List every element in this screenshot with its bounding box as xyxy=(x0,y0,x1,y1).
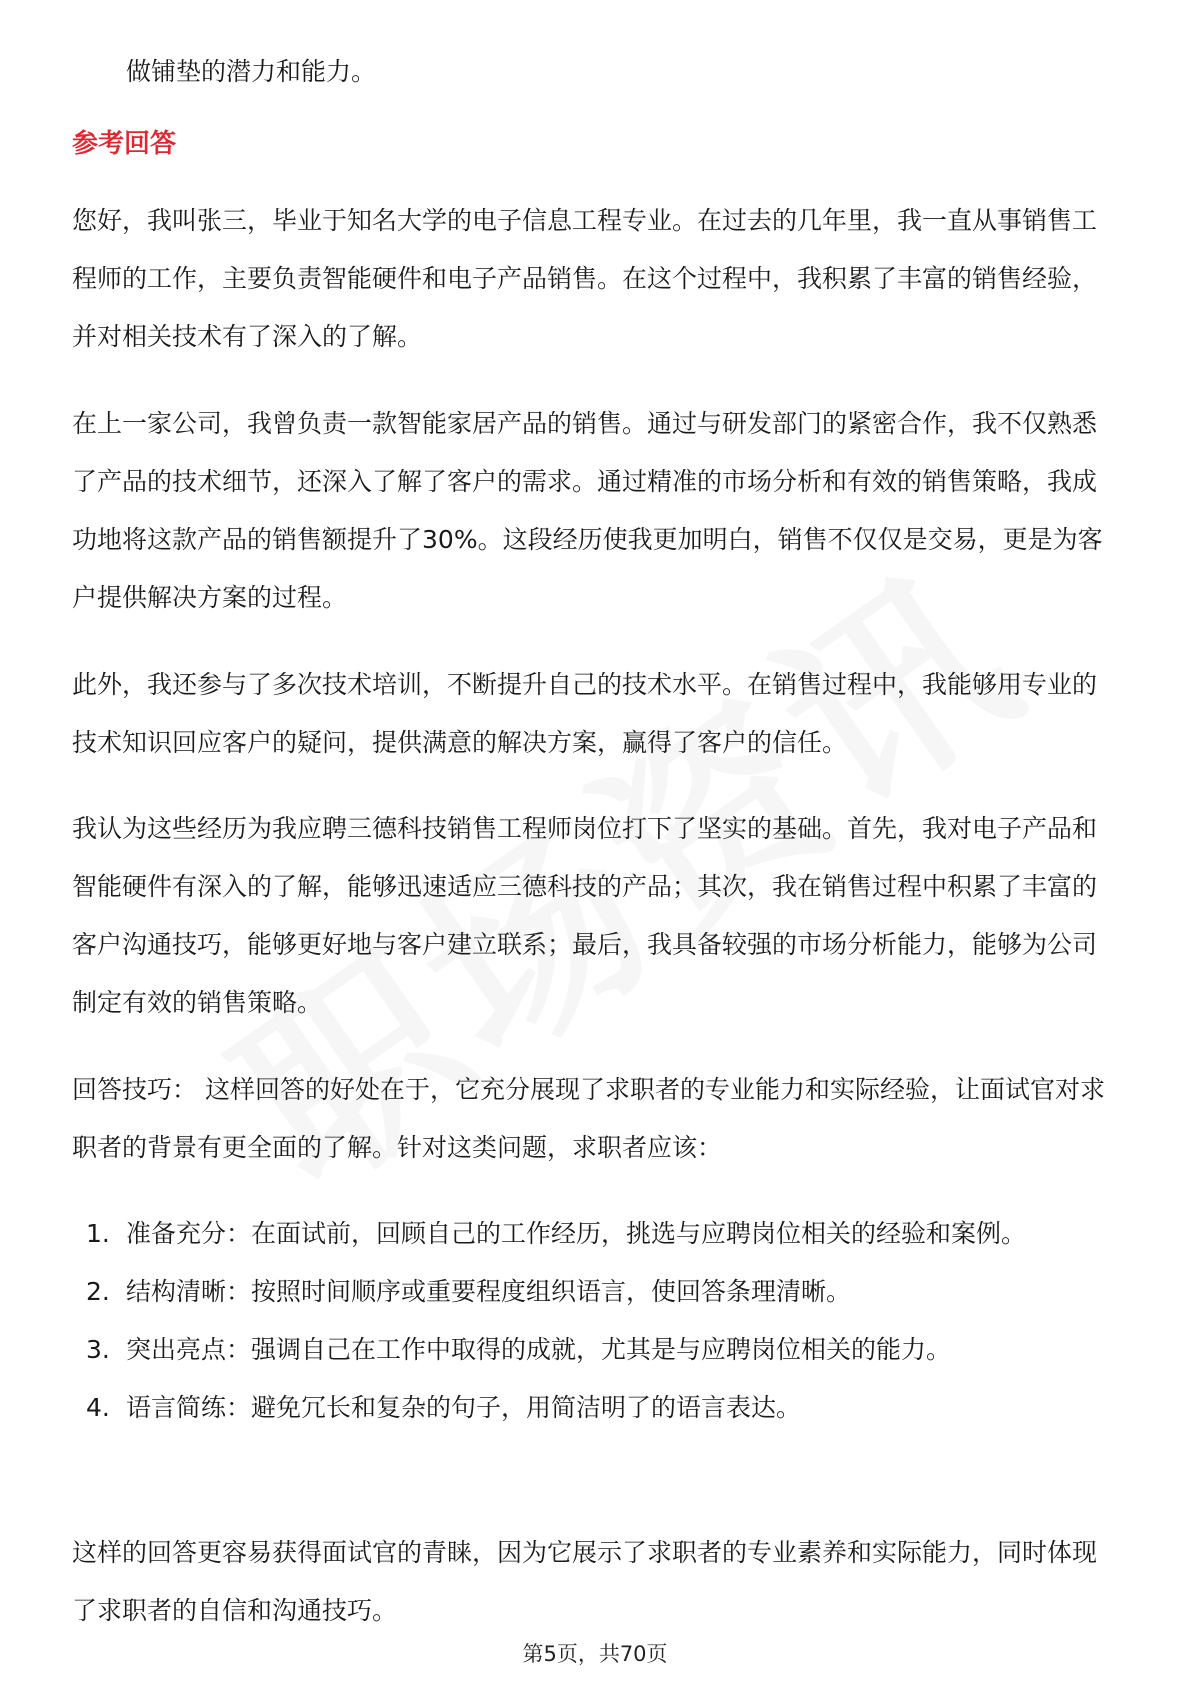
carry-over-line: 做铺垫的潜力和能力。 xyxy=(126,57,377,86)
list-number: 1. xyxy=(86,1219,110,1248)
list-item-text: 准备充分：在面试前，回顾自己的工作经历，挑选与应聘岗位相关的经验和案例。 xyxy=(126,1219,1027,1248)
paragraph-intro: 您好，我叫张三，毕业于知名大学的电子信息工程专业。在过去的几年里，我一直从事销售工程师的工作，主要负责智能硬件和电子产品销售。在这个过程中，我积累了丰富的销售经验，并对相关技术有了深入的了解。 xyxy=(72,206,1098,351)
list-number: 3. xyxy=(86,1335,110,1364)
list-item xyxy=(72,1263,1118,1321)
paragraph-foundation: 我认为这些经历为我应聘三德科技销售工程师岗位打下了坚实的基础。首先，我对电子产品和智能硬件有深入的了解，能够迅速适应三德科技的产品；其次，我在销售过程中积累了丰富的客户沟通技巧，能够更好地与客户建立联系；最后，我具备较强的市场分析能力，能够为公司制定有效的销售策略。 xyxy=(72,814,1098,1017)
list-item xyxy=(72,1205,1118,1263)
list-number: 2. xyxy=(86,1277,110,1306)
tips-list xyxy=(72,1205,1118,1437)
list-item xyxy=(72,1321,1118,1379)
paragraph-training: 此外，我还参与了多次技术培训，不断提升自己的技术水平。在销售过程中，我能够用专业的技术知识回应客户的疑问，提供满意的解决方案，赢得了客户的信任。 xyxy=(72,670,1098,757)
closing-paragraph: 这样的回答更容易获得面试官的青睐，因为它展示了求职者的专业素养和实际能力，同时体现了求职者的自信和沟通技巧。 xyxy=(72,1538,1098,1625)
list-item-text: 突出亮点：强调自己在工作中取得的成就，尤其是与应聘岗位相关的能力。 xyxy=(126,1335,952,1364)
list-item-text: 语言简练：避免冗长和复杂的句子，用简洁明了的语言表达。 xyxy=(126,1393,802,1422)
paragraph-experience: 在上一家公司，我曾负责一款智能家居产品的销售。通过与研发部门的紧密合作，我不仅熟悉了产品的技术细节，还深入了解了客户的需求。通过精准的市场分析和有效的销售策略，我成功地将这款产品的销售额提升了30%。这段经历使我更加明白，销售不仅仅是交易，更是为客户提供解决方案的过程。 xyxy=(72,409,1103,612)
list-item-text: 结构清晰：按照时间顺序或重要程度组织语言，使回答条理清晰。 xyxy=(126,1277,852,1306)
list-number: 4. xyxy=(86,1393,110,1422)
section-heading: 参考回答 xyxy=(72,129,177,159)
page-indicator: 第5页，共70页 xyxy=(522,1642,668,1666)
list-item xyxy=(72,1379,1118,1437)
paragraph-answer-tips: 回答技巧： 这样回答的好处在于，它充分展现了求职者的专业能力和实际经验，让面试官对求职者的背景有更全面的了解。针对这类问题，求职者应该： xyxy=(72,1075,1105,1162)
